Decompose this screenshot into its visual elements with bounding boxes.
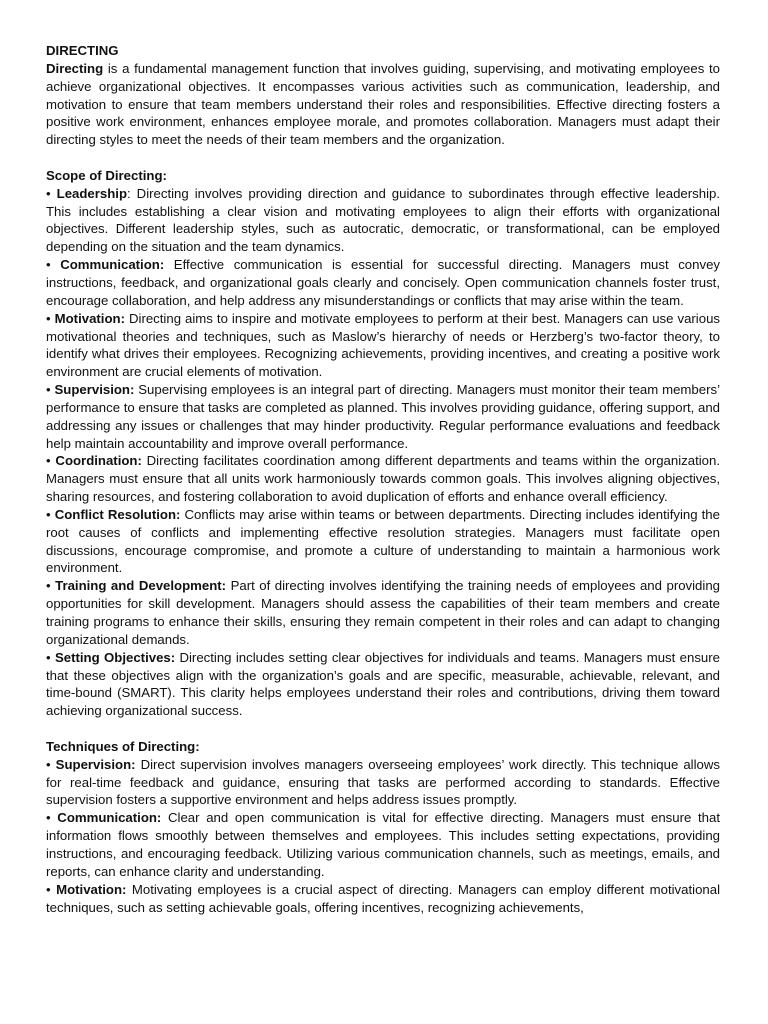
intro-lead: Directing bbox=[46, 60, 104, 76]
document-title: DIRECTING bbox=[46, 43, 119, 58]
list-item: • Communication: Effective communication is essential for successful directing. Managers must convey instructions, feedback, and organizational goals clearly and concisely. Open communication channels foster trust, encourage collaboration, and help address any misunderstandings or conflicts that may arise within the team. bbox=[46, 257, 720, 308]
list-item: • Motivation: Directing aims to inspire and motivate employees to perform at their best. Managers can use various motivational theories and techniques, such as Maslow’s hierarchy of needs or Herzberg’s two-factor theory, to identify what drives their employees. Recognizing achievements, providing incentives, and creating a positive work environment are crucial elements of motivation. bbox=[46, 310, 720, 380]
item-label: Coordination: bbox=[55, 453, 142, 469]
list-item: • Leadership: Directing involves providing direction and guidance to subordinates through effective leadership. This includes establishing a clear vision and motivating employees to align their efforts with organizational objectives. Different leadership styles, such as autocratic, democratic, or transformational, can be employed depending on the situation and the team dynamics. bbox=[46, 185, 721, 255]
item-label: Training and Development: bbox=[55, 578, 227, 594]
document-page bbox=[46, 42, 720, 916]
item-text: Supervising employees is an integral part of directing. Managers must monitor their team members’ performance to ensure that tasks are completed as planned. This involves providing guidance, offering support, and addressing any issues or challenges that may hinder productivity. Regular performance evaluations and feedback help maintain accountability and improve overall performance. bbox=[46, 382, 720, 451]
list-item: • Coordination: Directing facilitates coordination among different departments and teams within the organization. Managers must ensure that all units work harmoniously towards common goals. This involves aligning objectives, sharing resources, and fostering collaboration to avoid duplication of efforts and enhance overall efficiency. bbox=[46, 453, 721, 505]
item-text: Motivating employees is a crucial aspect of directing. Managers can employ different motivational techniques, such as setting achievable goals, offering incentives, recognizing achievements, bbox=[46, 881, 721, 915]
item-label: Motivation: bbox=[56, 881, 127, 897]
list-item: • Conflict Resolution: Conflicts may arise within teams or between departments. Directing includes identifying the root causes of conflicts and implementing effective resolution strategies. Managers must facilitate open discussions, encourage compromise, and promote a culture of understanding to maintain a harmonious work environment. bbox=[46, 506, 720, 576]
item-text: Part of directing involves identifying the training needs of employees and providing opportunities for skill development. Managers should assess the capabilities of their team members and create training programs to enhance their skills, ensuring they remain competent in their roles and can adapt to changing organizational demands. bbox=[46, 578, 720, 647]
item-text: Conflicts may arise within teams or between departments. Directing includes identifying the root causes of conflicts and implementing effective resolution strategies. Managers must facilitate open discussions, encourage compromise, and promote a culture of understanding to maintain a harmonious work environment. bbox=[46, 506, 720, 576]
item-text: : Directing involves providing direction and guidance to subordinates through effective leadership. This includes establishing a clear vision and motivating employees to align their efforts with organizational objectives. Different leadership styles, such as autocratic, democratic, or transformational, can be employed depending on the situation and the team dynamics. bbox=[46, 185, 721, 255]
list-item: • Motivation: Motivating employees is a crucial aspect of directing. Managers can employ different motivational techniques, such as setting achievable goals, offering incentives, recognizing achievements, bbox=[46, 881, 721, 915]
item-label: Supervision: bbox=[54, 382, 135, 398]
item-text: Direct supervision involves managers overseeing employees’ work directly. This technique allows for real-time feedback and guidance, ensuring that tasks are performed according to standards. Effective supervision fosters a supportive environment and helps address issues promptly. bbox=[46, 756, 720, 808]
item-text: Directing aims to inspire and motivate employees to perform at their best. Managers can use various motivational theories and techniques, such as Maslow’s hierarchy of needs or Herzberg’s two-factor theory, to identify what drives their employees. Recognizing achievements, providing incentives, and creating a positive work environment are crucial elements of motivation. bbox=[46, 310, 720, 380]
scope-list bbox=[46, 185, 720, 720]
item-text: Clear and open communication is vital for effective directing. Managers must ensure that information flows smoothly between themselves and employees. This includes setting expectations, providing instructions, and encouraging feedback. Utilizing various communication channels, such as meetings, emails, and reports, can enhance clarity and understanding. bbox=[46, 810, 720, 879]
techniques-list bbox=[46, 756, 720, 917]
item-text: Directing facilitates coordination among different departments and teams within the organization. Managers must ensure that all units work harmoniously towards common goals. This involves aligning objectives, sharing resources, and fostering collaboration to avoid duplication of efforts and enhance overall efficiency. bbox=[46, 453, 721, 505]
item-label: Communication: bbox=[60, 257, 165, 273]
techniques-heading: Techniques of Directing: bbox=[46, 738, 200, 754]
list-item: • Supervision: Supervising employees is an integral part of directing. Managers must monitor their team members’ performance to ensure that tasks are completed as planned. This involves providing guidance, offering support, and addressing any issues or challenges that may hinder productivity. Regular performance evaluations and feedback help maintain accountability and improve overall performance. bbox=[46, 382, 720, 451]
list-item: • Communication: Clear and open communication is vital for effective directing. Managers must ensure that information flows smoothly between themselves and employees. This includes setting expectations, providing instructions, and encouraging feedback. Utilizing various communication channels, such as meetings, emails, and reports, can enhance clarity and understanding. bbox=[46, 810, 720, 879]
item-label: Motivation: bbox=[54, 310, 125, 326]
item-label: Setting Objectives: bbox=[54, 649, 176, 665]
item-label: Conflict Resolution: bbox=[54, 506, 181, 522]
item-text: Directing includes setting clear objectives for individuals and teams. Managers must ensure that these objectives align with the organization’s goals and are specific, measurable, achievable, relevant, and time-bound (SMART). This clarity helps employees understand their roles and contributions, driving them toward achieving organizational success. bbox=[46, 649, 720, 719]
scope-heading: Scope of Directing: bbox=[46, 167, 167, 183]
item-label: Leadership bbox=[56, 185, 127, 201]
item-label: Communication: bbox=[57, 810, 162, 826]
item-text: Effective communication is essential for successful directing. Managers must convey instructions, feedback, and organizational goals clearly and concisely. Open communication channels foster trust, encourage collaboration, and help address any misunderstandings or conflicts that may arise within the team. bbox=[46, 257, 720, 308]
list-item: • Training and Development: Part of directing involves identifying the training needs of employees and providing opportunities for skill development. Managers should assess the capabilities of their team members and create training programs to enhance their skills, ensuring they remain competent in their roles and can adapt to changing organizational demands. bbox=[46, 578, 720, 647]
list-item: • Setting Objectives: Directing includes setting clear objectives for individuals and teams. Managers must ensure that these objectives align with the organization’s goals and are specific, measurable, achievable, relevant, and time-bound (SMART). This clarity helps employees understand their roles and contributions, driving them toward achieving organizational success. bbox=[46, 649, 720, 719]
list-item: • Supervision: Direct supervision involves managers overseeing employees’ work directly. This technique allows for real-time feedback and guidance, ensuring that tasks are performed according to standards. Effective supervision fosters a supportive environment and helps address issues promptly. bbox=[46, 756, 720, 808]
item-label: Supervision: bbox=[55, 756, 136, 772]
intro-text: is a fundamental management function that involves guiding, supervising, and motivating employees to achieve organizational objectives. It encompasses various activities such as communication, leadership, and motivation to ensure that team members understand their roles and responsibilities. Effective directing fosters a positive work environment, enhances employee morale, and promotes collaboration. Managers must adapt their directing styles to meet the needs of their team members and the organization. bbox=[46, 60, 720, 148]
intro-paragraph bbox=[46, 60, 720, 149]
